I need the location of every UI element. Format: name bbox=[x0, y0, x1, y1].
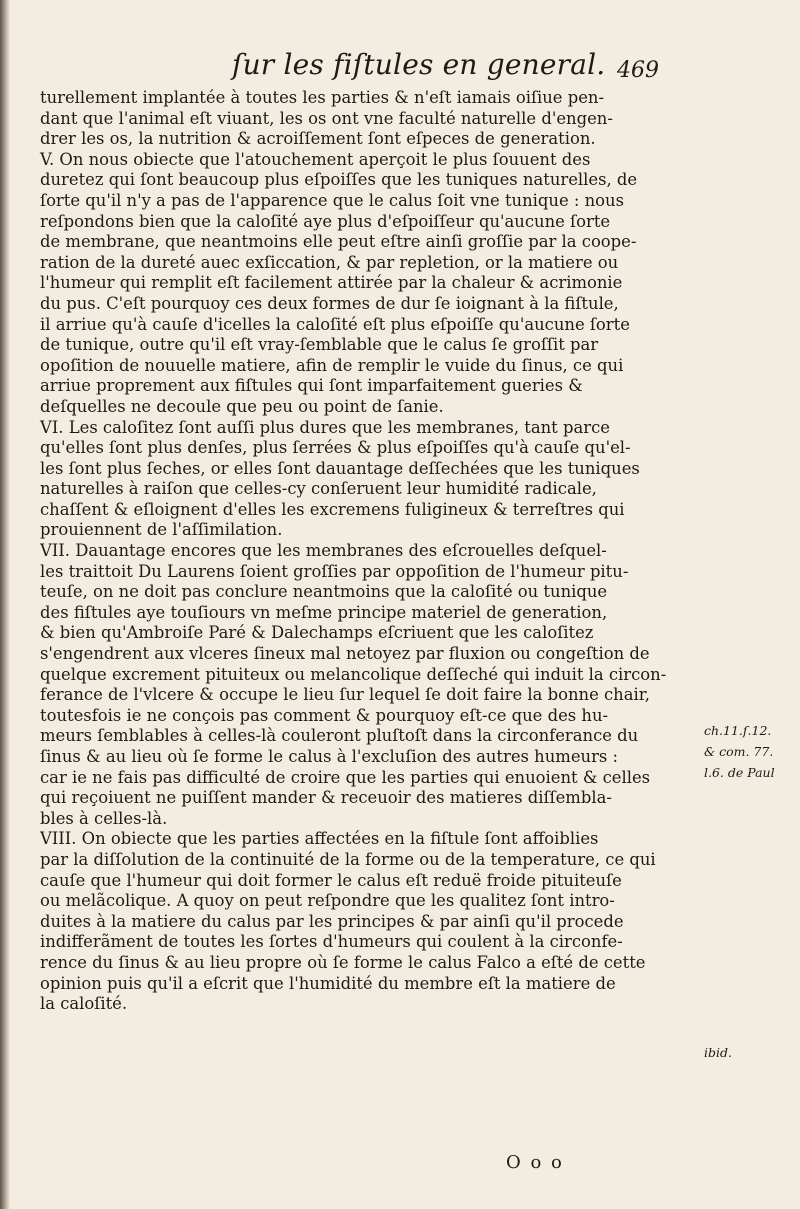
text-line: VIII. On obiecte que les parties affectées en la fiſtule ſont affoiblies bbox=[40, 829, 599, 849]
text-line: VI. Les caloſitez ſont auſſi plus dures que les membranes, tant parce bbox=[40, 417, 610, 437]
text-line: car ie ne fais pas difficulté de croire que les parties qui enuoient & celles bbox=[40, 767, 651, 787]
text-line: meurs ſemblables à celles-là couleront pluſtoſt dans la circonferance du bbox=[40, 726, 639, 746]
text-line: V. On nous obiecte que l'atouchement aperçoit le plus ſouuent des bbox=[40, 149, 591, 169]
page-gutter-shadow bbox=[0, 0, 10, 1209]
text-line: indifferãment de toutes les ſortes d'humeurs qui coulent à la circonfe- bbox=[40, 932, 623, 952]
text-line: qui reçoiuent ne puiſſent mander & receuoir des matieres diſſembla- bbox=[40, 788, 612, 808]
signature-mark: O o o bbox=[506, 1152, 564, 1173]
page-header bbox=[0, 48, 800, 92]
text-line bbox=[40, 1035, 695, 1056]
text-line: ferance de l'vlcere & occupe le lieu ſur lequel ſe doit faire la bonne chair, bbox=[40, 685, 650, 705]
body-text bbox=[40, 88, 695, 1077]
text-line: les traittoit Du Laurens ſoient groſſies par oppoſition de l'humeur pitu- bbox=[40, 561, 629, 581]
text-line: les ſont plus ſeches, or elles ſont dauantage deſſechées que les tuniques bbox=[40, 458, 640, 478]
margin-note: & com. 77. bbox=[704, 744, 774, 759]
text-line: ration de la dureté auec exſiccation, & par repletion, or la matiere ou bbox=[40, 252, 619, 272]
text-line: quelque excrement pituiteux ou melancolique deſſeché qui induit la circon- bbox=[40, 664, 667, 684]
text-line: ſorte qu'il n'y a pas de l'apparence que le calus ſoit vne tunique : nous bbox=[40, 190, 624, 210]
text-line: teuſe, on ne doit pas conclure neantmoins que la caloſité ou tunique bbox=[40, 582, 608, 602]
text-line: la caloſité. bbox=[40, 994, 128, 1014]
text-line: des fiſtules aye touſiours vn meſme principe materiel de generation, bbox=[40, 602, 608, 622]
text-line: s'engendrent aux vlceres ſineux mal netoyez par fluxion ou congeſtion de bbox=[40, 644, 650, 664]
page-number: 469 bbox=[617, 58, 659, 83]
text-line: bles à celles-là. bbox=[40, 808, 168, 828]
text-line: VII. Dauantage encores que les membranes des eſcrouelles deſquel- bbox=[40, 541, 607, 561]
text-line: rence du ſinus & au lieu propre où ſe forme le calus Falco a eſté de cette bbox=[40, 952, 646, 972]
text-line: toutesfois ie ne conçois pas comment & pourquoy eſt-ce que des hu- bbox=[40, 705, 609, 725]
text-line: du pus. C'eſt pourquoy ces deux formes de dur ſe ioignant à la fiſtule, bbox=[40, 293, 619, 313]
text-line: arriue proprement aux fiſtules qui ſont imparfaitement gueries & bbox=[40, 376, 583, 396]
text-line: duretez qui ſont beaucoup plus eſpoiſſes que les tuniques naturelles, de bbox=[40, 170, 638, 190]
text-line: reſpondons bien que la caloſité aye plus d'eſpoiſſeur qu'aucune ſorte bbox=[40, 211, 611, 231]
text-line: naturelles à raiſon que celles-cy conſeruent leur humidité radicale, bbox=[40, 479, 597, 499]
text-line: ſinus & au lieu où ſe forme le calus à l'excluſion des autres humeurs : bbox=[40, 747, 619, 766]
text-line: qu'elles ſont plus denſes, plus ſerrées & plus eſpoiſſes qu'à cauſe qu'el- bbox=[40, 438, 631, 458]
text-line: de tunique, outre qu'il eſt vray-ſemblable que le calus ſe groſſit par bbox=[40, 335, 599, 355]
text-line: & bien qu'Ambroiſe Paré & Dalechamps eſcriuent que les caloſitez bbox=[40, 623, 594, 643]
text-line: opoſition de nouuelle matiere, afin de remplir le vuide du ſinus, ce qui bbox=[40, 355, 624, 375]
text-line: l'humeur qui remplit eſt facilement attirée par la chaleur & acrimonie bbox=[40, 273, 623, 293]
margin-note: l.6. de Paul bbox=[704, 765, 775, 780]
text-line: il arriue qu'à cauſe d'icelles la caloſité eſt plus eſpoiſſe qu'aucune ſorte bbox=[40, 314, 630, 334]
margin-note: ch.11.ſ.12. bbox=[704, 723, 772, 738]
text-line: deſquelles ne decoule que peu ou point de ſanie. bbox=[40, 396, 444, 416]
text-line bbox=[40, 1056, 695, 1077]
running-title: ſur les fiſtules en general. bbox=[232, 48, 606, 81]
text-line: de membrane, que neantmoins elle peut eſtre ainſi groſſie par la coope- bbox=[40, 232, 637, 252]
text-line: drer les os, la nutrition & acroiſſement ſont eſpeces de generation. bbox=[40, 129, 596, 149]
text-line: ou melãcolique. A quoy on peut reſpondre que les qualitez ſont intro- bbox=[40, 891, 615, 911]
text-line: chaſſent & eſloignent d'elles les excremens fuligineux & terreſtres qui bbox=[40, 499, 625, 519]
text-line: dant que l'animal eſt viuant, les os ont vne faculté naturelle d'engen- bbox=[40, 108, 613, 128]
page-footer bbox=[0, 1152, 800, 1182]
margin-note: ibid. bbox=[704, 1045, 732, 1060]
text-line: turellement implantée à toutes les parties & n'eſt iamais oiſiue pen- bbox=[40, 88, 605, 107]
text-line: par la diſſolution de la continuité de la forme ou de la temperature, ce qui bbox=[40, 849, 656, 869]
text-line: opinion puis qu'il a eſcrit que l'humidité du membre eſt la matiere de bbox=[40, 973, 616, 993]
text-line bbox=[40, 1015, 695, 1036]
text-line: prouiennent de l'aſſimilation. bbox=[40, 520, 283, 540]
text-line: cauſe que l'humeur qui doit former le calus eſt reduë froide pituiteuſe bbox=[40, 870, 622, 890]
text-line: duites à la matiere du calus par les principes & par ainſi qu'il procede bbox=[40, 911, 624, 931]
